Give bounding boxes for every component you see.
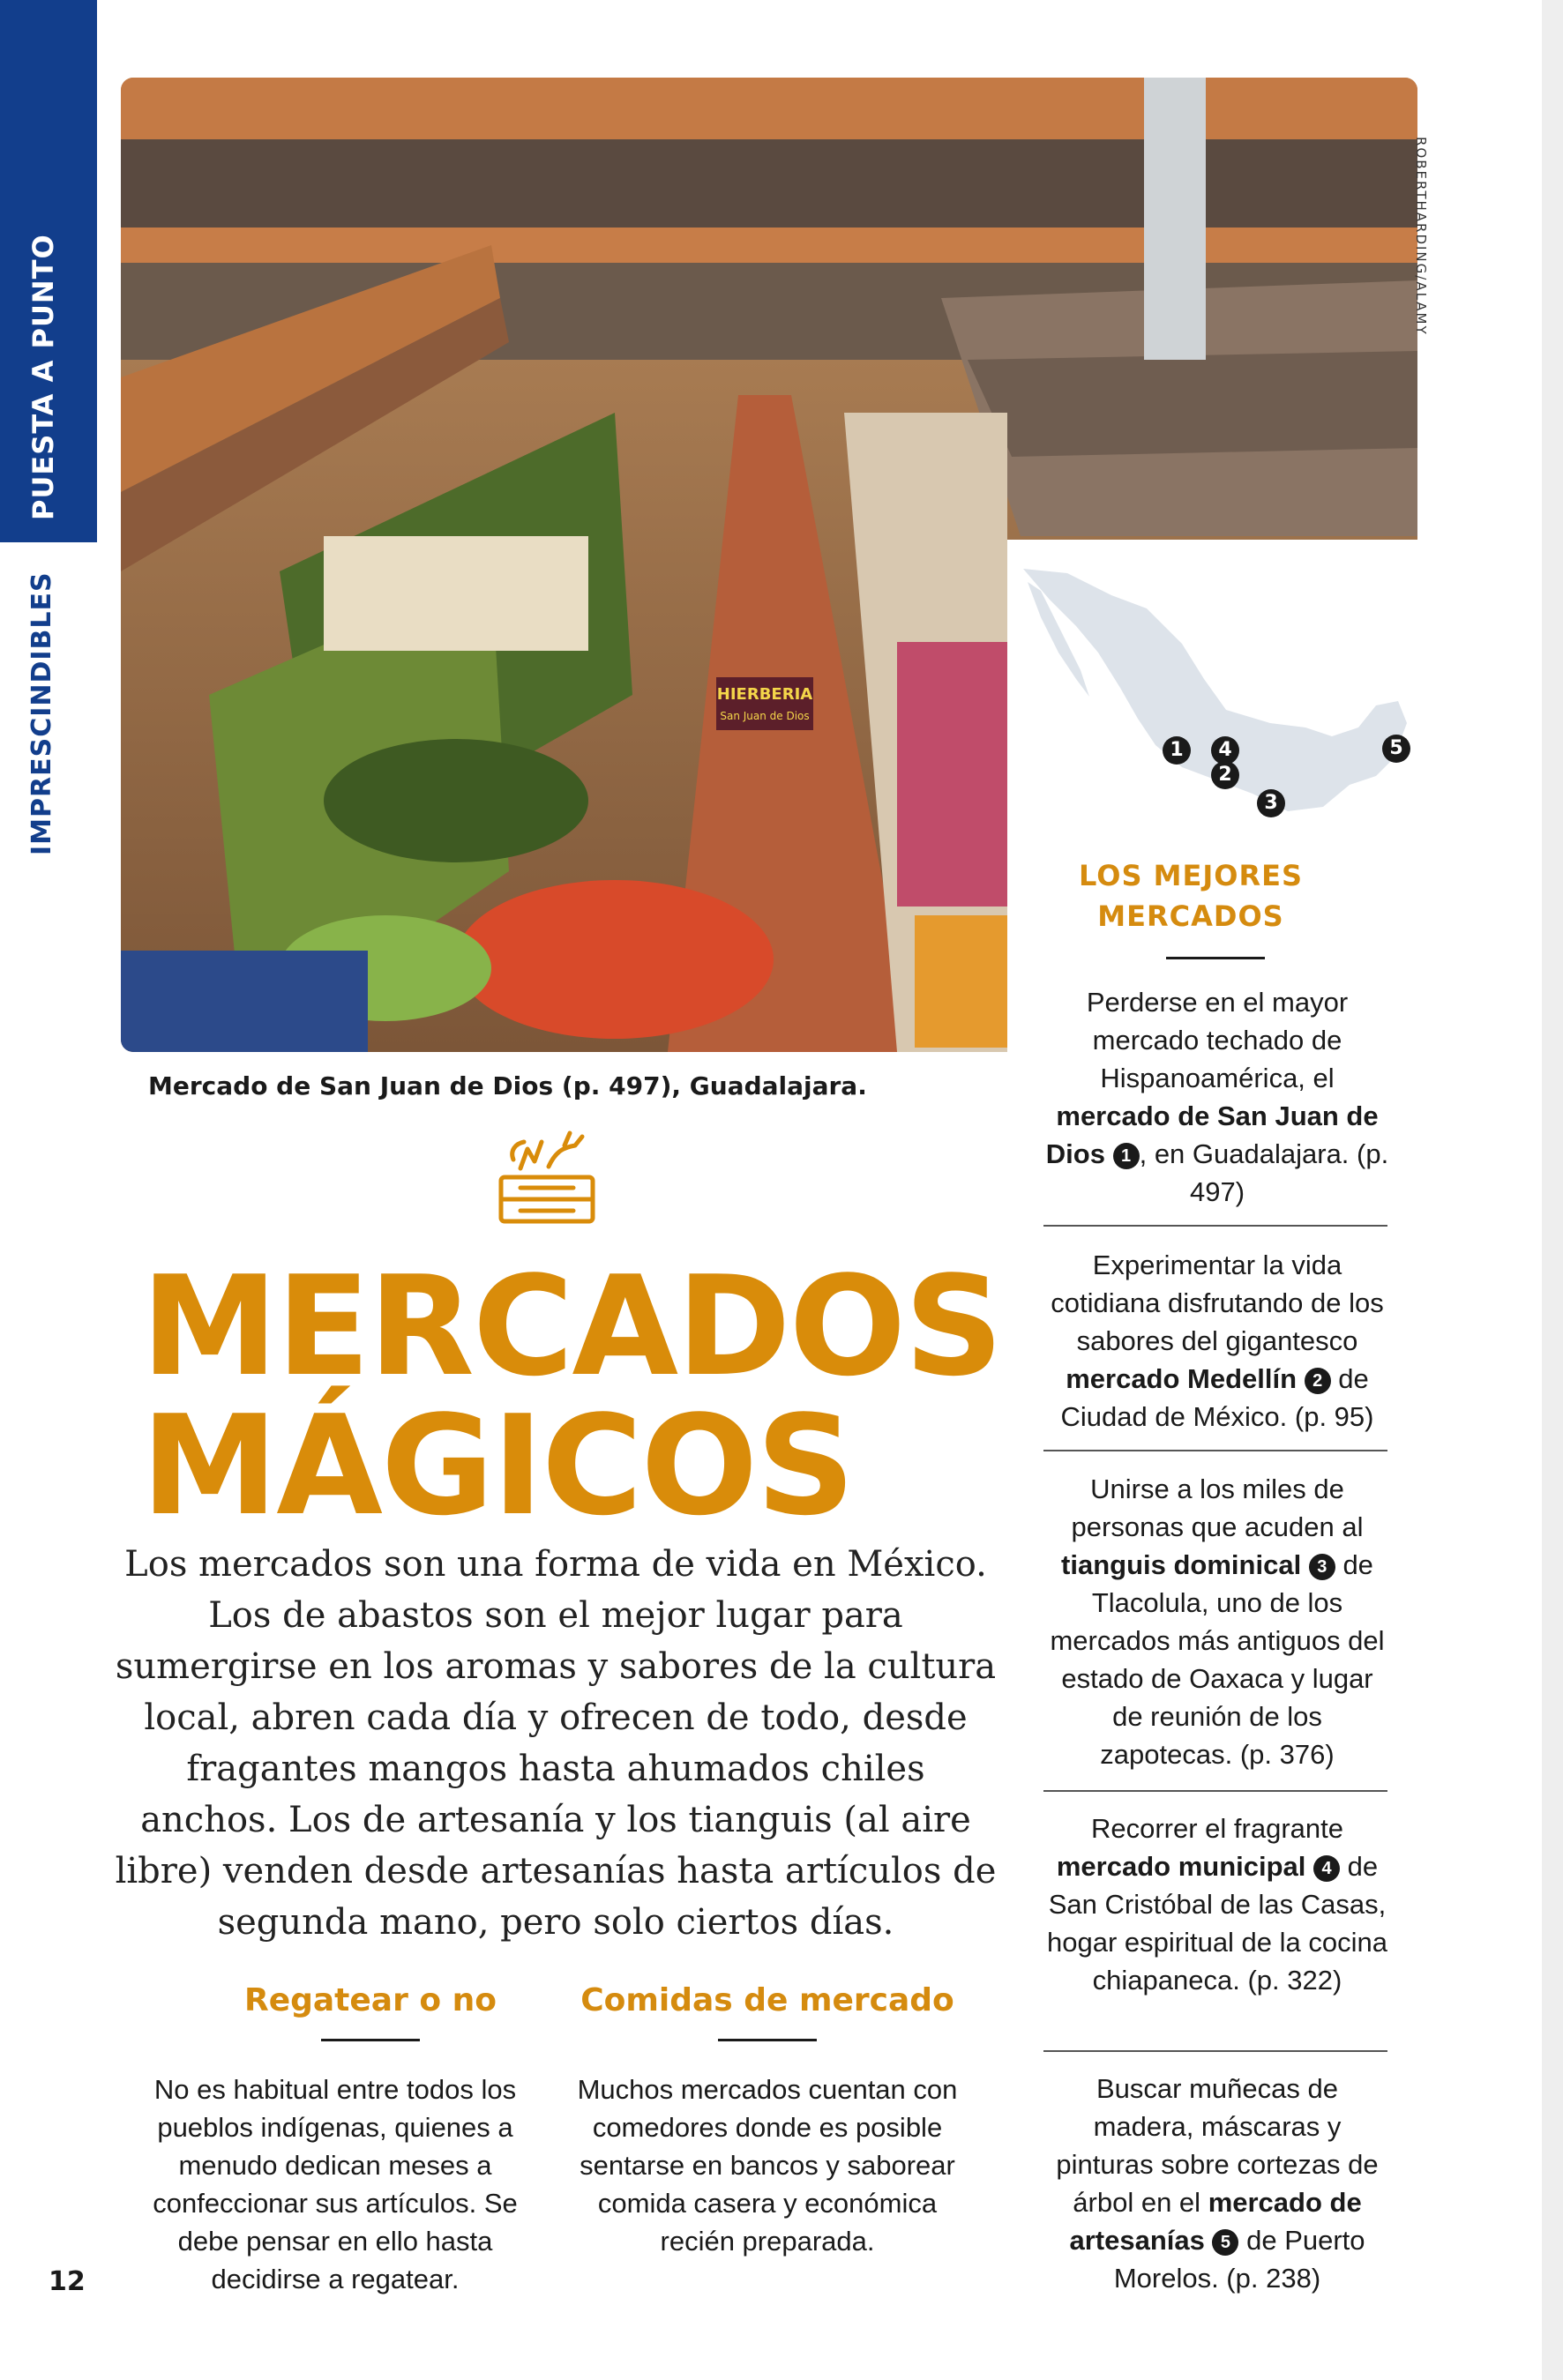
photo-caption: Mercado de San Juan de Dios (p. 497), Guadalajara. <box>148 1071 867 1100</box>
item-number: 1 <box>1113 1143 1140 1169</box>
section-rule <box>718 2039 817 2041</box>
sidebar-title <box>1045 855 1336 936</box>
sidebar-title-line2: MERCADOS <box>1097 899 1284 933</box>
map-marker-1: 1 <box>1163 736 1191 765</box>
sidebar-rule <box>1166 957 1265 959</box>
page-edge <box>1542 0 1563 2380</box>
item-text: Recorrer el fragrante <box>1090 1813 1343 1844</box>
map-marker-4: 4 <box>1211 736 1239 765</box>
item-text: Unirse a los miles de personas que acuden al <box>1071 1474 1364 1542</box>
photo-sign-subtext: San Juan de Dios <box>720 710 810 722</box>
item-bold: mercado de San Juan de Dios <box>1045 1100 1379 1169</box>
tab-label-imprescindibles: IMPRESCINDIBLES <box>26 571 57 855</box>
item-number: 2 <box>1305 1368 1331 1394</box>
sidebar-item <box>1045 1470 1389 1773</box>
item-number: 5 <box>1212 2229 1238 2256</box>
sidebar-separator <box>1043 1450 1387 1451</box>
item-bold: mercado Medellín <box>1066 1363 1298 1394</box>
title-line2: MÁGICOS <box>141 1385 854 1546</box>
title-line1: MERCADOS <box>141 1246 1002 1406</box>
item-text: Perderse en el mayor mercado techado de Hispanoamérica, el <box>1086 987 1349 1093</box>
item-text: Buscar muñecas de madera, máscaras y pinturas sobre cortezas de árbol en el <box>1056 2073 1379 2218</box>
sidebar-item <box>1045 1809 1389 1999</box>
section-body-comidas: Muchos mercados cuentan con comedores donde es posible sentarse en bancos y saborear comida casera y económica recién preparada. <box>577 2074 958 2257</box>
sidebar-separator <box>1043 1225 1387 1227</box>
item-bold: mercado de artesanías <box>1069 2187 1362 2256</box>
produce-crate-icon <box>494 1124 600 1230</box>
item-text: de Tlacolula, uno de los mercados más antiguos del estado de Oaxaca y lugar de reunión de los zapotecas. (p. 376) <box>1050 1549 1385 1770</box>
section-rule <box>321 2039 420 2041</box>
photo-sign-text: HIERBERIA <box>716 685 813 704</box>
sidebar-separator <box>1043 2050 1387 2052</box>
intro-paragraph: Los mercados son una forma de vida en México. Los de abastos son el mejor lugar para sumergirse en los aromas y sabores de la cultura local, abren cada día y ofrecen de todo, desde fragantes mangos hasta ahumados chiles anchos. Los de artesanía y los tianguis (al aire libre) venden desde artesanías hasta artículos de segunda mano, pero solo ciertos días. <box>115 1544 997 1943</box>
photo-credit: ROBERTHARDING/ALAMY <box>1413 137 1429 336</box>
sidebar-separator <box>1043 1790 1387 1792</box>
map-marker-3: 3 <box>1257 789 1285 817</box>
item-text: de Puerto Morelos. (p. 238) <box>1113 2225 1365 2294</box>
sidebar-item <box>1045 1246 1389 1436</box>
section-body-regatear: No es habitual entre todos los pueblos indígenas, quienes a menudo dedican meses a confeccionar sus artículos. Se debe pensar en ello hasta decidirse a regatear. <box>153 2074 518 2294</box>
sidebar-item <box>1045 2070 1389 2297</box>
item-text: , en Guadalajara. (p. 497) <box>1139 1138 1389 1207</box>
item-text: Experimentar la vida cotidiana disfrutando de los sabores del gigantesco <box>1051 1250 1384 1356</box>
map-marker-2: 2 <box>1211 761 1239 789</box>
page-title <box>141 1246 1006 1546</box>
item-bold: mercado municipal <box>1056 1851 1306 1882</box>
item-text: de Ciudad de México. (p. 95) <box>1060 1363 1374 1432</box>
mexico-map <box>1006 547 1420 838</box>
section-heading-regatear: Regatear o no <box>243 1982 497 2018</box>
page-number: 12 <box>49 2266 86 2297</box>
section-heading-comidas: Comidas de mercado <box>580 1982 954 2018</box>
item-text: de San Cristóbal de las Casas, hogar espiritual de la cocina chiapaneca. (p. 322) <box>1046 1851 1388 1996</box>
sidebar-item <box>1045 983 1389 1211</box>
item-bold: tianguis dominical <box>1061 1549 1302 1580</box>
item-number: 3 <box>1309 1554 1335 1580</box>
tab-label-puesta-a-punto: PUESTA A PUNTO <box>26 234 60 520</box>
sidebar-title-line1: LOS MEJORES <box>1079 859 1303 892</box>
item-number: 4 <box>1313 1855 1340 1882</box>
map-marker-5: 5 <box>1382 735 1410 763</box>
